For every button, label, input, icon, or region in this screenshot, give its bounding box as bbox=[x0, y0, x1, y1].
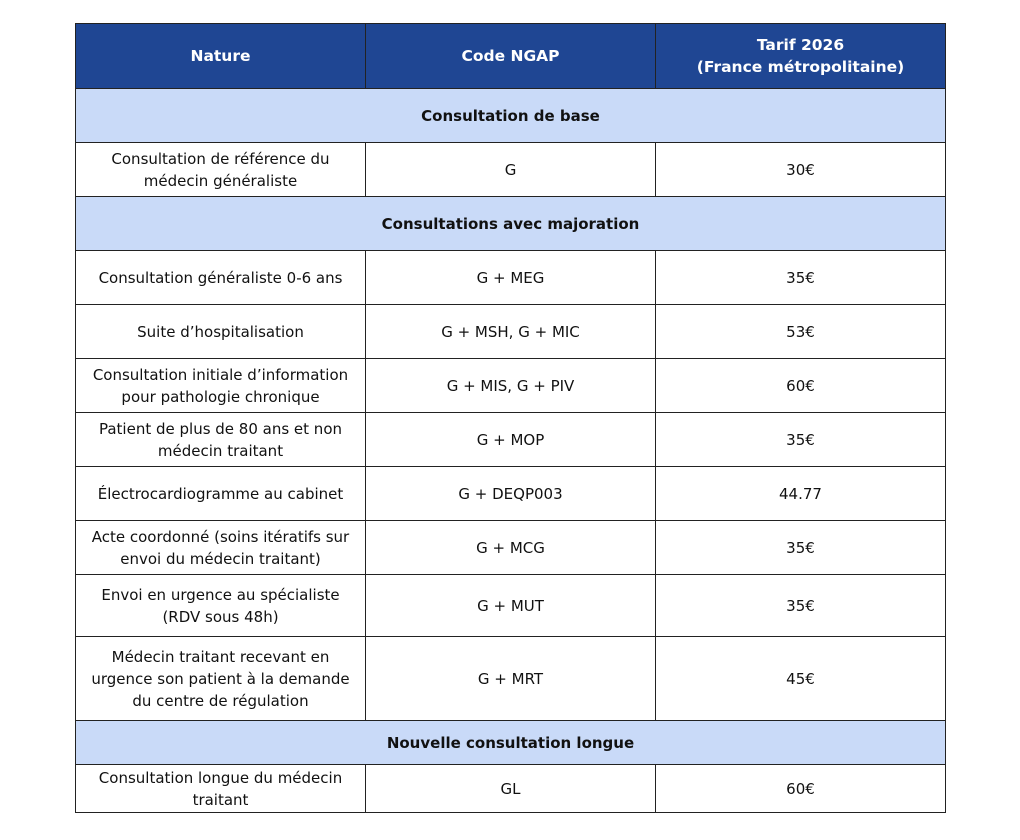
cell-code: G + MIS, G + PIV bbox=[366, 359, 656, 413]
table-row bbox=[76, 575, 946, 637]
cell-tarif: 35€ bbox=[656, 413, 946, 467]
cell-tarif: 44.77 bbox=[656, 467, 946, 521]
cell-code: G + DEQP003 bbox=[366, 467, 656, 521]
header-row bbox=[76, 24, 946, 89]
header-nature: Nature bbox=[76, 24, 366, 89]
cell-tarif: 53€ bbox=[656, 305, 946, 359]
cell-tarif: 35€ bbox=[656, 575, 946, 637]
cell-tarif: 60€ bbox=[656, 359, 946, 413]
tariff-table bbox=[75, 23, 946, 813]
header-tarif-line2: (France métropolitaine) bbox=[696, 58, 905, 76]
header-tarif-line1: Tarif 2026 bbox=[756, 36, 845, 54]
cell-nature: Patient de plus de 80 ans et non médecin traitant bbox=[76, 413, 366, 467]
cell-code: GL bbox=[366, 765, 656, 813]
cell-tarif: 30€ bbox=[656, 143, 946, 197]
cell-code: G + MRT bbox=[366, 637, 656, 721]
cell-tarif: 35€ bbox=[656, 521, 946, 575]
cell-tarif: 45€ bbox=[656, 637, 946, 721]
section-row bbox=[76, 721, 946, 765]
cell-code: G + MOP bbox=[366, 413, 656, 467]
section-title: Consultation de base bbox=[76, 89, 946, 143]
cell-nature: Envoi en urgence au spécialiste (RDV sous 48h) bbox=[76, 575, 366, 637]
header-code-ngap: Code NGAP bbox=[366, 24, 656, 89]
table-row bbox=[76, 143, 946, 197]
section-row bbox=[76, 197, 946, 251]
header-tarif bbox=[656, 24, 946, 89]
cell-tarif: 35€ bbox=[656, 251, 946, 305]
table-row bbox=[76, 359, 946, 413]
cell-nature: Consultation de référence du médecin généraliste bbox=[76, 143, 366, 197]
cell-tarif: 60€ bbox=[656, 765, 946, 813]
cell-nature: Acte coordonné (soins itératifs sur envoi du médecin traitant) bbox=[76, 521, 366, 575]
table-row bbox=[76, 521, 946, 575]
section-title: Nouvelle consultation longue bbox=[76, 721, 946, 765]
table-row bbox=[76, 305, 946, 359]
cell-code: G bbox=[366, 143, 656, 197]
cell-nature: Médecin traitant recevant en urgence son patient à la demande du centre de régulation bbox=[76, 637, 366, 721]
cell-nature: Consultation généraliste 0-6 ans bbox=[76, 251, 366, 305]
table-row bbox=[76, 251, 946, 305]
section-title: Consultations avec majoration bbox=[76, 197, 946, 251]
cell-code: G + MUT bbox=[366, 575, 656, 637]
table-row bbox=[76, 413, 946, 467]
cell-code: G + MEG bbox=[366, 251, 656, 305]
table-row bbox=[76, 637, 946, 721]
table-row bbox=[76, 765, 946, 813]
cell-nature: Consultation longue du médecin traitant bbox=[76, 765, 366, 813]
cell-code: G + MCG bbox=[366, 521, 656, 575]
table-row bbox=[76, 467, 946, 521]
cell-code: G + MSH, G + MIC bbox=[366, 305, 656, 359]
cell-nature: Électrocardiogramme au cabinet bbox=[76, 467, 366, 521]
cell-nature: Consultation initiale d’information pour pathologie chronique bbox=[76, 359, 366, 413]
cell-nature: Suite d’hospitalisation bbox=[76, 305, 366, 359]
section-row bbox=[76, 89, 946, 143]
